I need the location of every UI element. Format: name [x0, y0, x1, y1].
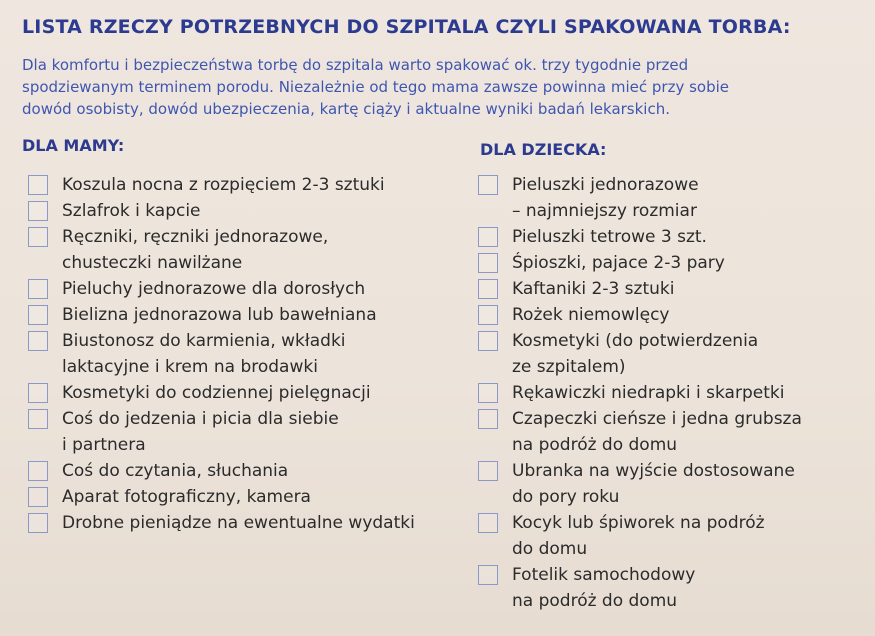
- checkbox[interactable]: [478, 409, 498, 429]
- checkbox[interactable]: [28, 305, 48, 325]
- checklist-item-text: Kaftaniki 2-3 sztuki: [512, 279, 675, 299]
- checklist-item-text: Ubranka na wyjście dostosowane: [512, 461, 795, 481]
- checkbox[interactable]: [28, 175, 48, 195]
- checkbox[interactable]: [28, 461, 48, 481]
- dziecko-heading: DLA DZIECKA:: [480, 140, 607, 159]
- checklist-item-text: Rożek niemowlęcy: [512, 305, 670, 325]
- checkbox[interactable]: [478, 279, 498, 299]
- checklist-item-text: Coś do czytania, słuchania: [62, 461, 289, 481]
- intro-line: spodziewanym terminem porodu. Niezależnie od tego mama zawsze powinna mieć przy sobie: [22, 78, 730, 96]
- checkbox[interactable]: [28, 383, 48, 403]
- checklist-item-text: chusteczki nawilżane: [62, 253, 243, 273]
- checkbox[interactable]: [28, 331, 48, 351]
- checkbox[interactable]: [478, 227, 498, 247]
- page-title: LISTA RZECZY POTRZEBNYCH DO SZPITALA CZYLI SPAKOWANA TORBA:: [22, 16, 791, 38]
- checklist-item: [22, 172, 462, 198]
- checklist-item: [472, 172, 862, 224]
- checklist-item: [22, 198, 462, 224]
- checklist-item-text: Kosmetyki do codziennej pielęgnacji: [62, 383, 371, 403]
- checklist-item-text: Drobne pieniądze na ewentualne wydatki: [62, 513, 415, 533]
- checklist-item: [22, 276, 462, 302]
- checklist-item: [472, 510, 862, 562]
- checkbox[interactable]: [28, 409, 48, 429]
- checklist-item: [472, 302, 862, 328]
- checklist-item: [22, 510, 462, 536]
- checklist-item-text: Aparat fotograficzny, kamera: [62, 487, 311, 507]
- checklist-item-text: do domu: [512, 539, 588, 559]
- checklist-item: [22, 406, 462, 458]
- checklist-item-text: Czapeczki cieńsze i jedna grubsza: [512, 409, 802, 429]
- checklist-item: [472, 276, 862, 302]
- checklist-item-text: Koszula nocna z rozpięciem 2-3 sztuki: [62, 175, 385, 195]
- checklist-item-text: Kosmetyki (do potwierdzenia: [512, 331, 759, 351]
- checklist-item: [472, 328, 862, 380]
- checklist-item-text: Biustonosz do karmienia, wkładki: [62, 331, 346, 351]
- checklist-item-text: do pory roku: [512, 487, 620, 507]
- checklist-item-text: Pieluszki tetrowe 3 szt.: [512, 227, 707, 247]
- dziecko-checklist: [472, 172, 862, 614]
- checklist-item-text: na podróż do domu: [512, 435, 678, 455]
- checkbox[interactable]: [478, 175, 498, 195]
- checklist-item-text: laktacyjne i krem na brodawki: [62, 357, 318, 377]
- checkbox[interactable]: [28, 279, 48, 299]
- checkbox[interactable]: [28, 227, 48, 247]
- checkbox[interactable]: [478, 461, 498, 481]
- checkbox[interactable]: [478, 513, 498, 533]
- checklist-item-text: na podróż do domu: [512, 591, 678, 611]
- checklist-item-text: Kocyk lub śpiworek na podróż: [512, 513, 765, 533]
- checklist-item-text: – najmniejszy rozmiar: [512, 201, 697, 221]
- mama-heading: DLA MAMY:: [22, 136, 125, 155]
- checkbox[interactable]: [478, 253, 498, 273]
- checkbox[interactable]: [28, 513, 48, 533]
- checklist-item: [472, 224, 862, 250]
- checkbox[interactable]: [478, 305, 498, 325]
- checklist-item-text: Fotelik samochodowy: [512, 565, 696, 585]
- intro-line: dowód osobisty, dowód ubezpieczenia, kartę ciąży i aktualne wyniki badań lekarskich.: [22, 100, 670, 118]
- checkbox[interactable]: [478, 383, 498, 403]
- checklist-item-text: i partnera: [62, 435, 146, 455]
- checklist-item-text: Pieluchy jednorazowe dla dorosłych: [62, 279, 366, 299]
- checklist-item: [472, 406, 862, 458]
- checklist-item: [22, 224, 462, 276]
- checklist-item: [472, 562, 862, 614]
- mama-checklist: [22, 172, 462, 536]
- checklist-item: [22, 380, 462, 406]
- checklist-item-text: Bielizna jednorazowa lub bawełniana: [62, 305, 377, 325]
- checklist-item: [472, 250, 862, 276]
- checklist-item: [472, 458, 862, 510]
- checklist-item: [22, 302, 462, 328]
- checklist-item-text: Rękawiczki niedrapki i skarpetki: [512, 383, 785, 403]
- checklist-item: [22, 484, 462, 510]
- checklist-item-text: Pieluszki jednorazowe: [512, 175, 699, 195]
- checklist-item: [472, 380, 862, 406]
- checklist-item-text: Ręczniki, ręczniki jednorazowe,: [62, 227, 329, 247]
- checkbox[interactable]: [478, 331, 498, 351]
- checklist-item-text: Szlafrok i kapcie: [62, 201, 201, 221]
- checklist-item: [22, 328, 462, 380]
- checkbox[interactable]: [28, 201, 48, 221]
- checklist-item-text: ze szpitalem): [512, 357, 626, 377]
- intro-line: Dla komfortu i bezpieczeństwa torbę do szpitala warto spakować ok. trzy tygodnie przed: [22, 56, 689, 74]
- checkbox[interactable]: [478, 565, 498, 585]
- checkbox[interactable]: [28, 487, 48, 507]
- checklist-item-text: Śpioszki, pajace 2-3 pary: [512, 253, 725, 273]
- intro-text: [22, 54, 852, 120]
- checklist-item-text: Coś do jedzenia i picia dla siebie: [62, 409, 339, 429]
- checklist-item: [22, 458, 462, 484]
